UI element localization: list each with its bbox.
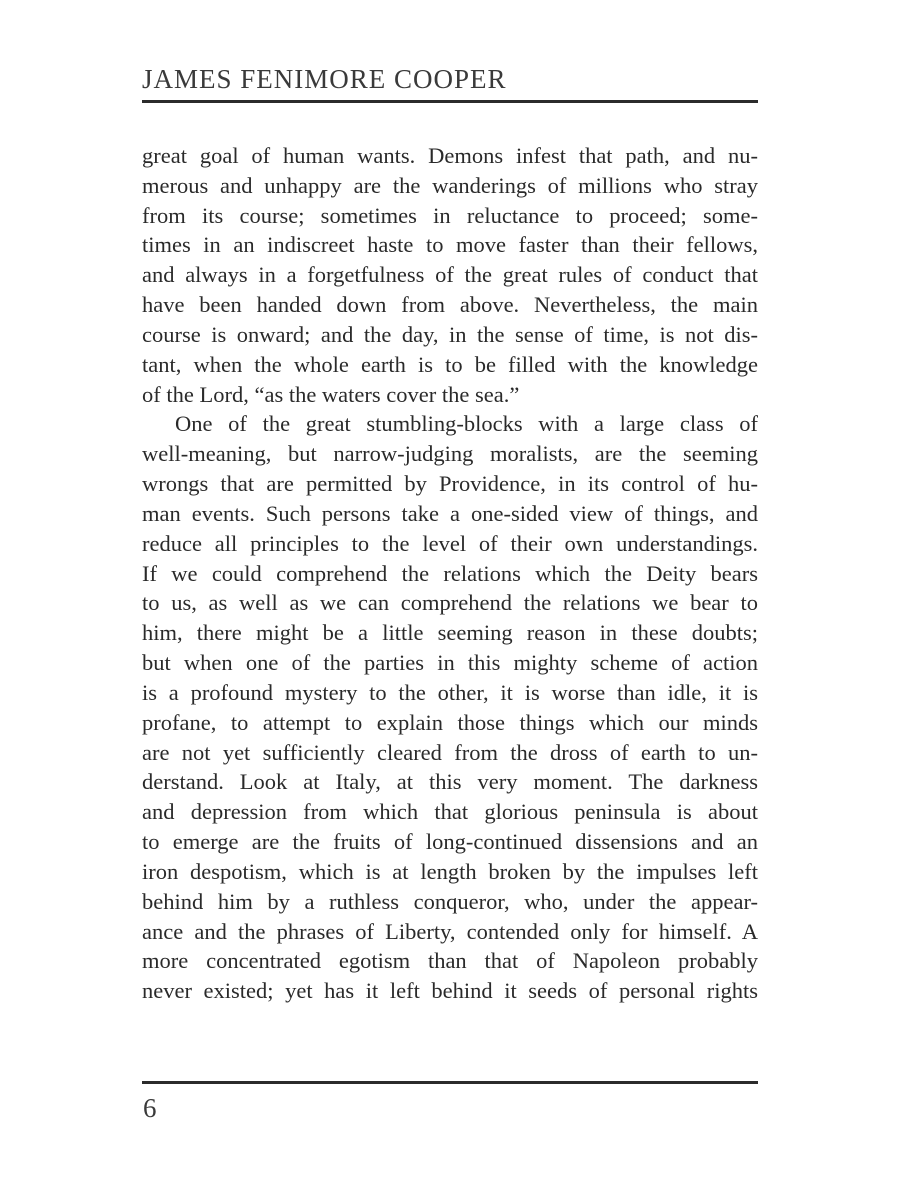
text-line: iron despotism, which is at length broken by the impulses left	[142, 858, 758, 884]
header-rule	[142, 100, 758, 103]
text-line: times in an indiscreet haste to move faster than their fellows,	[142, 232, 758, 258]
text-line: ance and the phrases of Liberty, contended only for himself. A	[142, 918, 758, 944]
text-line: never existed; yet has it left behind it seeds of personal rights	[142, 978, 758, 1004]
text-line: course is onward; and the day, in the sense of time, is not dis-	[142, 321, 758, 347]
text-line: and depression from which that glorious peninsula is about	[142, 799, 758, 825]
running-head-title: JAMES FENIMORE COOPER	[142, 64, 507, 94]
text-line: is a profound mystery to the other, it is worse than idle, it is	[142, 679, 758, 705]
text-line: If we could comprehend the relations which the Deity bears	[142, 560, 758, 586]
text-line: great goal of human wants. Demons infest that path, and nu-	[142, 143, 758, 168]
text-line: wrongs that are permitted by Providence, in its control of hu-	[142, 471, 758, 497]
text-line: well-meaning, but narrow-judging moralists, are the seeming	[142, 441, 758, 467]
text-line: reduce all principles to the level of their own understandings.	[142, 530, 758, 556]
text-line: man events. Such persons take a one-sided view of things, and	[142, 500, 758, 526]
text-line: to emerge are the fruits of long-continued dissensions and an	[142, 829, 758, 855]
text-line: have been handed down from above. Nevertheless, the main	[142, 292, 758, 318]
body-text	[142, 141, 758, 1006]
text-line: profane, to attempt to explain those things which our minds	[142, 709, 758, 735]
text-line: behind him by a ruthless conqueror, who, under the appear-	[142, 888, 758, 914]
text-line: but when one of the parties in this mighty scheme of action	[142, 650, 758, 676]
text-line: are not yet sufficiently cleared from the dross of earth to un-	[142, 739, 758, 765]
text-line: more concentrated egotism than that of Napoleon probably	[142, 948, 758, 974]
page-number: 6	[143, 1093, 157, 1123]
text-line: derstand. Look at Italy, at this very moment. The darkness	[142, 769, 758, 795]
text-line: One of the great stumbling-blocks with a large class of	[175, 411, 758, 437]
text-line: merous and unhappy are the wanderings of millions who stray	[142, 172, 758, 198]
text-line: him, there might be a little seeming reason in these doubts;	[142, 620, 758, 646]
text-line: to us, as well as we can comprehend the relations we bear to	[142, 590, 758, 616]
footer-rule	[142, 1081, 758, 1084]
text-line: tant, when the whole earth is to be filled with the knowledge	[142, 351, 758, 377]
text-line: and always in a forgetfulness of the great rules of conduct that	[142, 262, 758, 288]
text-line: from its course; sometimes in reluctance to proceed; some-	[142, 202, 758, 228]
text-line: of the Lord, “as the waters cover the sea.”	[142, 381, 520, 407]
